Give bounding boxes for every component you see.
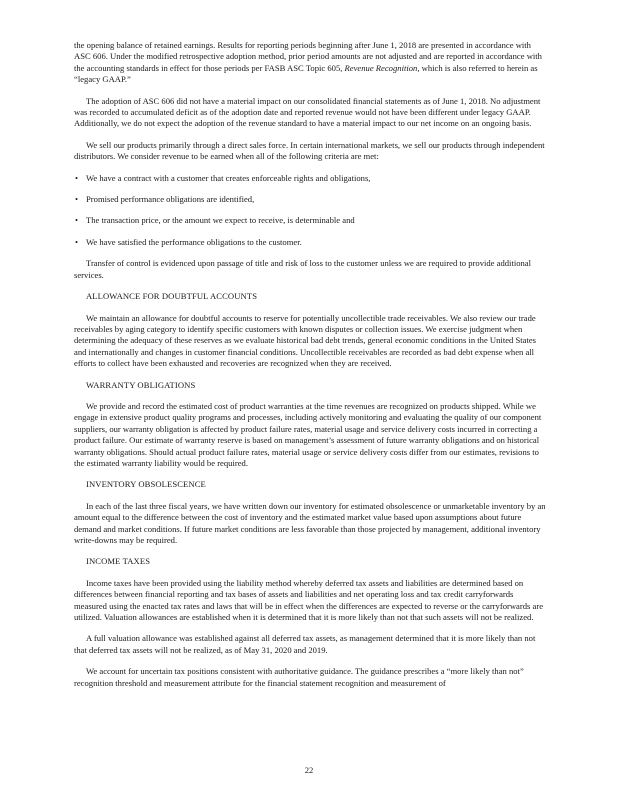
bullet-icon: • [75, 194, 79, 205]
bullet-icon: • [75, 215, 79, 226]
heading-warranty-obligations: WARRANTY OBLIGATIONS [86, 379, 196, 390]
paragraph-valuation-allowance: A full valuation allowance was established against all deferred tax assets, as management determined that it is more likely than not that deferred tax assets will not be realized, as of May 31, 2020 and 2019. [74, 633, 536, 655]
heading-inventory-obsolescence: INVENTORY OBSOLESCENCE [86, 479, 206, 490]
list-item: • We have satisfied the performance obligations to the customer. [75, 236, 302, 247]
list-item: • Promised performance obligations are identified, [75, 194, 255, 205]
page-number: 22 [304, 765, 314, 775]
list-item: • The transaction price, or the amount we expect to receive, is determinable and [75, 215, 355, 226]
document-page [74, 40, 546, 689]
list-item: • We have a contract with a customer that creates enforceable rights and obligations, [75, 172, 371, 183]
bullet-icon: • [75, 172, 79, 183]
paragraph-uncertain-tax-positions: We account for uncertain tax positions consistent with authoritative guidance. The guidance prescribes a “more likely than not” recognition threshold and measurement attribute for the financial statement recognition and measurement of [74, 666, 524, 688]
paragraph-adoption-impact: The adoption of ASC 606 did not have a material impact on our consolidated financial statements as of June 1, 2018. No adjustment was recorded to accumulated deficit as of the adoption date and reported revenue would not have been different under legacy GAAP. Additionally, we do not expect the adoption of the revenue standard to have a material impact to our net income on an ongoing basis. [74, 95, 541, 129]
paragraph-allowance: We maintain an allowance for doubtful accounts to reserve for potentially uncollectible trade receivables. We also review our trade receivables by aging category to identify specific customers with known disputes or collection issues. We exercise judgment when determining the adequacy of these reserves as we evaluate historical bad debt trends, general economic conditions in the United States and internationally and changes in customer financial conditions. Uncollectible receivables are recorded as bad debt expense when all efforts to collect have been exhausted and recoveries are recognized when they are received. [74, 312, 536, 369]
paragraph-sales-channels: We sell our products primarily through a direct sales force. In certain international markets, we sell our products through independent distributors. We consider revenue to be earned when all of the following criteria are met: [74, 139, 545, 162]
bullet-icon: • [75, 236, 79, 247]
paragraph-warranty: We provide and record the estimated cost of product warranties at the time revenues are recognized on products shipped. While we engage in extensive product quality programs and processes, including actively monitoring and evaluating the quality of our component suppliers, our warranty obligation is affected by product failure rates, material usage and service delivery costs incurred in correcting a product failure. Our estimate of warranty reserve is based on management’s assessment of future warranty obligations and on historical warranty obligations. Should actual product failure rates, material usage or service delivery costs differ from our estimates, revisions to the estimated warranty liability would be required. [74, 400, 542, 468]
paragraph-income-taxes: Income taxes have been provided using the liability method whereby deferred tax assets and liabilities are determined based on differences between financial reporting and tax bases of assets and liabilities and net operating loss and tax credit carryforwards measured using the enacted tax rates and laws that will be in effect when the differences are expected to reverse or the carryforwards are utilized. Valuation allowances are established when it is determined that it is more likely than not that such assets will not be realized. [74, 577, 544, 623]
heading-income-taxes: INCOME TAXES [86, 556, 151, 567]
paragraph-inventory: In each of the last three fiscal years, we have written down our inventory for estimated obsolescence or unmarketable inventory by an amount equal to the difference between the cost of inventory and the estimated market value based upon assumptions about future demand and market conditions. If future market conditions are less favorable than those projected by management, additional inventory write-downs may be required. [74, 500, 546, 545]
italic-term: Revenue Recognition [344, 62, 418, 73]
heading-allowance-doubtful-accounts: ALLOWANCE FOR DOUBTFUL ACCOUNTS [86, 291, 258, 302]
paragraph-asc606-adoption: the opening balance of retained earnings. Results for reporting periods beginning after June 1, 2018 are presented in accordance with ASC 606. Under the modified retrospective adoption method, prior period amounts are not adjusted and are reported in accordance with the accounting standards in effect for those periods per FASB ASC Topic 605, Revenue Recognition, which is also referred to herein as “legacy GAAP.” [74, 40, 542, 85]
paragraph-transfer-of-control: Transfer of control is evidenced upon passage of title and risk of loss to the customer unless we are required to provide additional services. [74, 258, 532, 280]
